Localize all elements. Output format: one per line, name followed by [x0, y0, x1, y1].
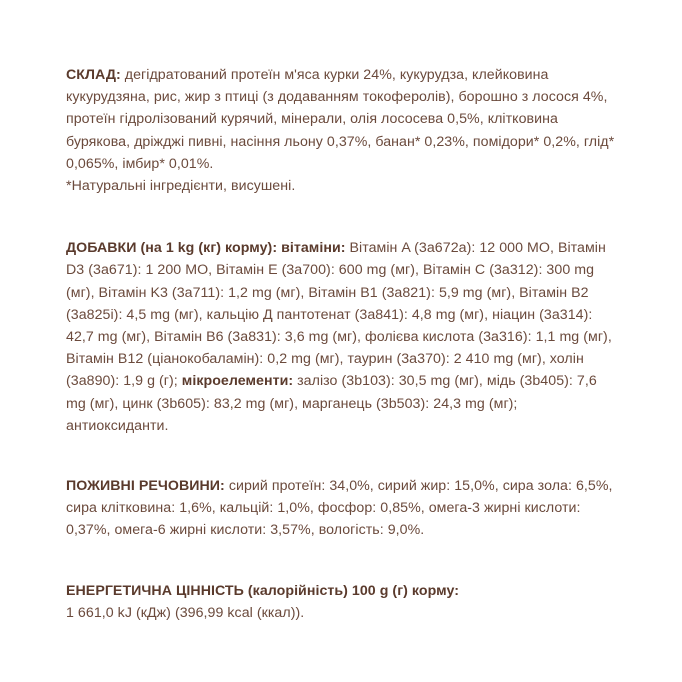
additives-heading: ДОБАВКИ (на 1 kg (кг) корму):	[66, 240, 278, 257]
composition-footnote: *Натуральні інгредієнти, висушені.	[66, 178, 296, 195]
nutrients-text: сирий протеїн: 34,0%, сирий жир: 15,0%, сира зола: 6,5%, сира клітковина: 1,6%, кальцій: 1,0%, фосфор: 0,85%, омега-3 жирні кислоти: 0,37%, омега-6 жирні кислоти: 3,57%, вологість: 9,0%.	[66, 478, 613, 539]
additives-section	[66, 237, 618, 437]
energy-heading: ЕНЕРГЕТИЧНА ЦІННІСТЬ (калорійність) 100 g (г) корму:	[66, 582, 460, 599]
vitamins-text: Вітамін A (3a672a): 12 000 МО, Вітамін D3 (3a671): 1 200 МО, Вітамін E (3a700): 600 mg (мг), Вітамін C (3a312): 300 mg (мг), Вітамін K3 (3a711): 1,2 mg (мг), Вітамін B1 (3a821): 5,9 mg (мг), Вітамін B2 (3a825i): 4,5 mg (мг), кальцію Д пантотенат (3a841): 4,8 mg (мг), ніацин (3a314): 42,7 mg (мг), Вітамін B6 (3a831): 3,6 mg (мг), фолієва кислота (3a316): 1,1 mg (мг), Вітамін B12 (ціанокобаламін): 0,2 mg (мг), таурин (3a370): 2 410 mg (мг), холін (3a890): 1,9 g (г);	[66, 240, 612, 390]
nutrients-section	[66, 475, 618, 542]
vitamins-heading: вітаміни:	[281, 240, 346, 257]
energy-section	[66, 580, 618, 624]
energy-text: 1 661,0 kJ (кДж) (396,99 kcal (ккал)).	[66, 604, 305, 621]
composition-heading: СКЛАД:	[66, 67, 121, 83]
product-label	[66, 64, 618, 624]
composition-text: дегідратований протеїн м'яса курки 24%, кукурудза, клейковина кукурудзяна, рис, жир з птиці (з додаванням токоферолів), борошно з лосося 4%, протеїн гідролізований курячий, мінерали, олія лососева 0,5%, клітковина бурякова, дріжджі пивні, насіння льону 0,37%, банан* 0,23%, помідори* 0,2%, глід* 0,065%, імбир* 0,01%.	[66, 67, 615, 172]
microelements-text: залізо (3b103): 30,5 mg (мг), мідь (3b405): 7,6 mg (мг), цинк (3b605): 83,2 mg (мг), марганець (3b503): 24,3 mg (мг); антиоксиданти.	[66, 373, 597, 434]
microelements-heading: мікроелементи:	[181, 373, 294, 390]
nutrients-heading: ПОЖИВНІ РЕЧОВИНИ:	[66, 478, 225, 495]
composition-section	[66, 64, 618, 197]
